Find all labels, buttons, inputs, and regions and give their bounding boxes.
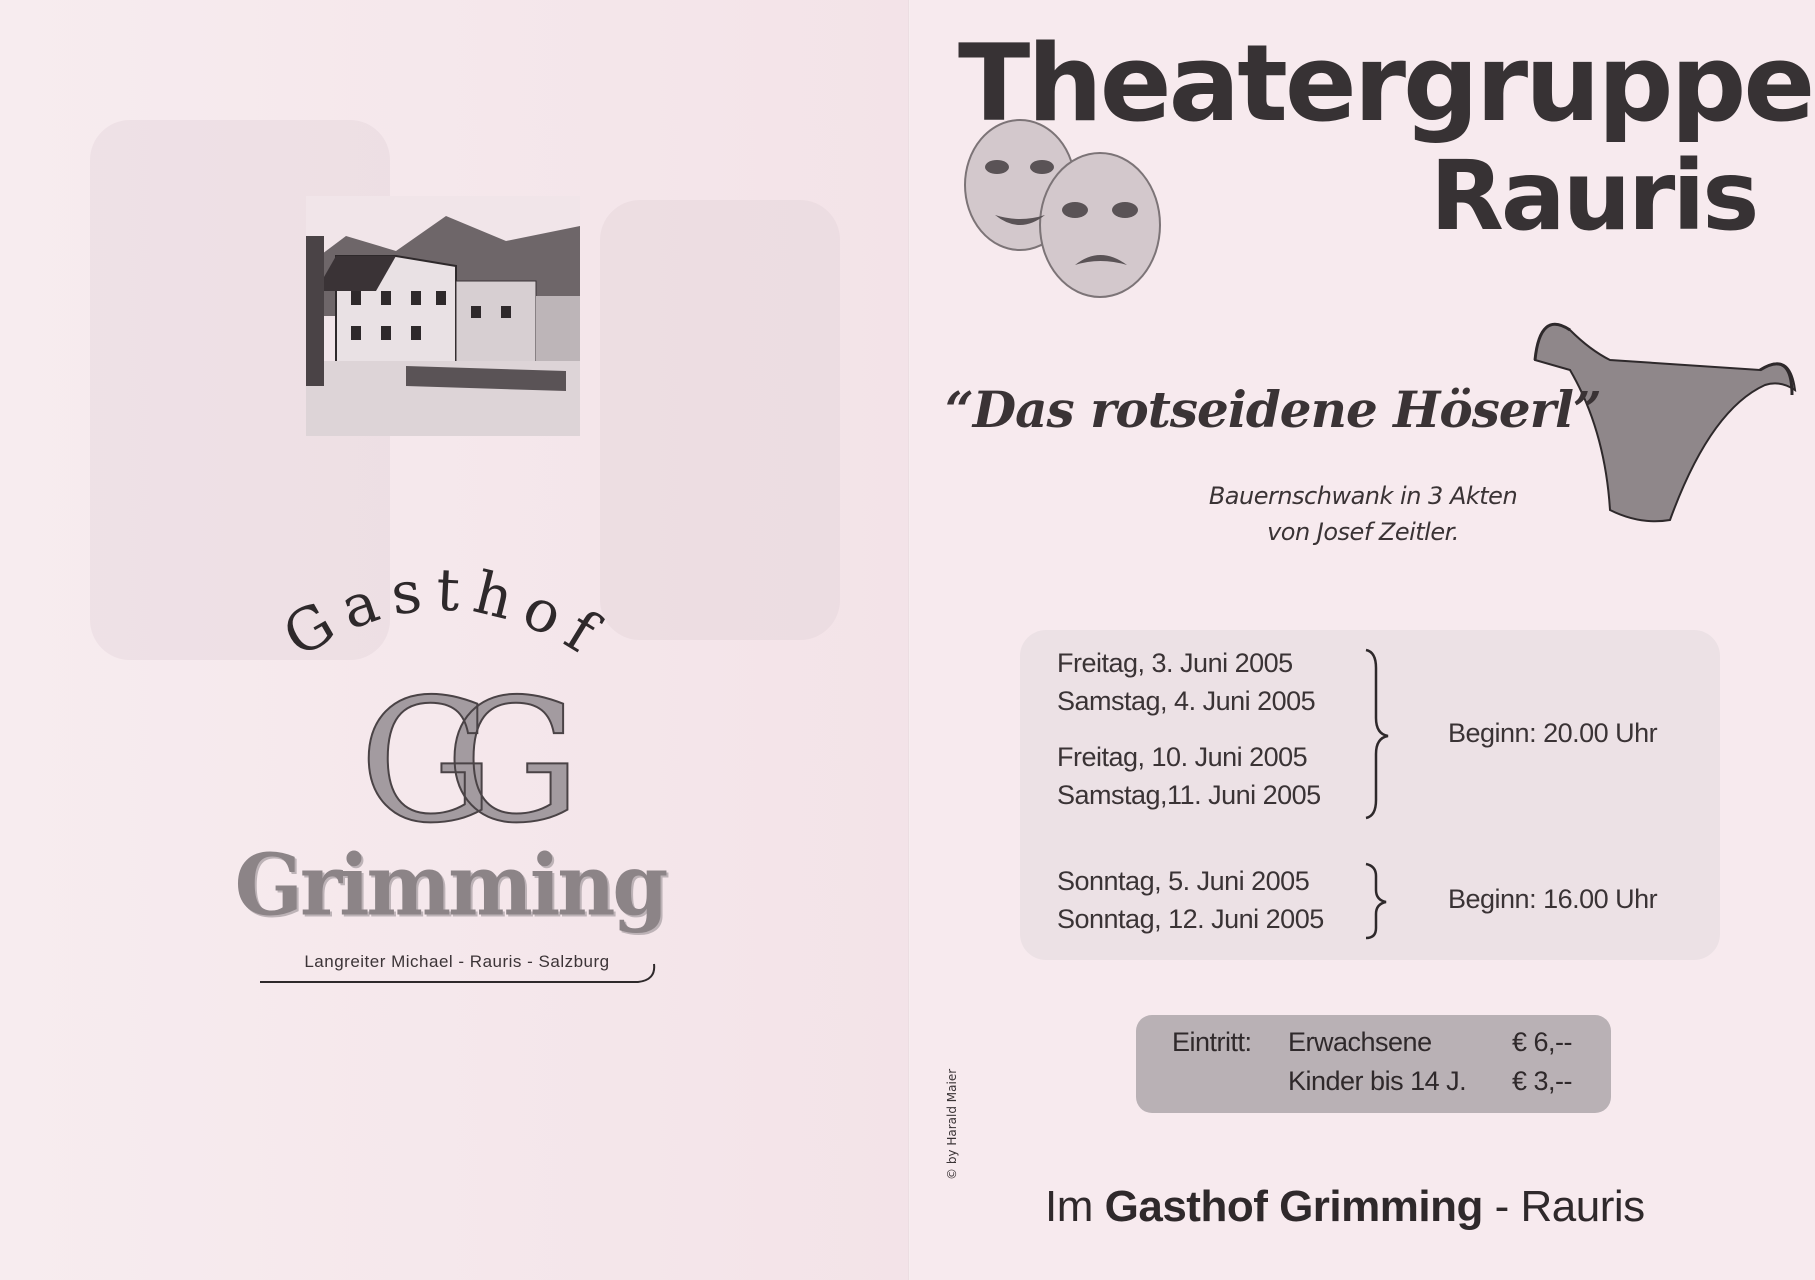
performance-date: Samstag,11. Juni 2005 xyxy=(1057,780,1321,810)
venue-line xyxy=(1045,1182,1645,1232)
svg-text:GG: GG xyxy=(359,680,531,840)
play-subtitle: Bauernschwank in 3 Akten xyxy=(1208,482,1518,510)
brace-evening xyxy=(1362,648,1390,820)
troupe-title-place: Rauris xyxy=(1430,140,1757,252)
child-price: € 3,-- xyxy=(1512,1066,1573,1096)
adult-label: Erwachsene xyxy=(1288,1027,1432,1057)
svg-text:Gasthof: Gasthof xyxy=(271,560,619,672)
play-author: von Josef Zeitler. xyxy=(1267,518,1459,546)
performance-date: Samstag, 4. Juni 2005 xyxy=(1057,686,1316,716)
gg-monogram-logo xyxy=(270,680,620,840)
venue-suffix: - Rauris xyxy=(1494,1182,1645,1231)
afternoon-start-time: Beginn: 16.00 Uhr xyxy=(1448,884,1658,914)
performance-date: Sonntag, 12. Juni 2005 xyxy=(1057,904,1324,934)
venue-name: Gasthof Grimming xyxy=(1104,1182,1483,1231)
address-underline xyxy=(258,962,658,986)
evening-start-time: Beginn: 20.00 Uhr xyxy=(1448,718,1658,748)
address-text: Langreiter Michael - Rauris - Salzburg xyxy=(304,952,610,971)
performance-date: Freitag, 10. Juni 2005 xyxy=(1057,742,1308,772)
troupe-title: Theatergruppe xyxy=(958,22,1813,145)
performance-date: Freitag, 3. Juni 2005 xyxy=(1057,648,1293,678)
play-title: “Das rotseidene Höserl” xyxy=(945,380,1601,439)
venue-prefix: Im xyxy=(1045,1182,1093,1231)
hotel-photo xyxy=(306,196,580,436)
performance-date: Sonntag, 5. Juni 2005 xyxy=(1057,866,1310,896)
copyright-note: © by Harald Maier xyxy=(945,1068,959,1180)
brand-name: Grimming xyxy=(234,835,666,935)
child-label: Kinder bis 14 J. xyxy=(1288,1066,1467,1096)
brace-afternoon xyxy=(1362,862,1390,940)
admission-label: Eintritt: xyxy=(1172,1027,1252,1057)
adult-price: € 6,-- xyxy=(1512,1027,1573,1057)
